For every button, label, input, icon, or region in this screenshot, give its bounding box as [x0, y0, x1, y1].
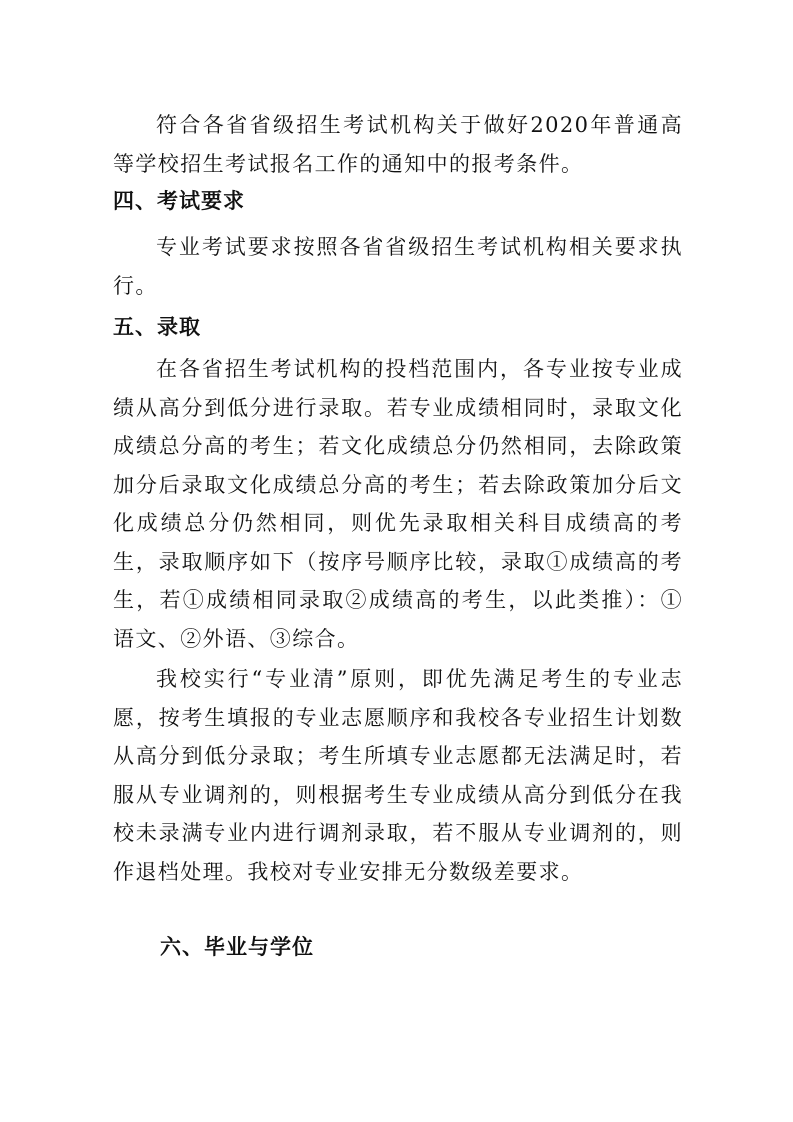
paragraph-exam-requirements: 专业考试要求按照各省省级招生考试机构相关要求执行。 — [113, 235, 683, 298]
paragraph-eligibility: 符合各省省级招生考试机构关于做好2020年普通高等学校招生考试报名工作的通知中的报考条件。 — [113, 113, 683, 176]
paragraph-admission-rules: 在各省招生考试机构的投档范围内，各专业按专业成绩从高分到低分进行录取。若专业成绩相同时，录取文化成绩总分高的考生；若文化成绩总分仍然相同，去除政策加分后录取文化成绩总分高的考生；若去除政策加分后文化成绩总分仍然相同，则优先录取相关科目成绩高的考生，录取顺序如下（按序号顺序比较，录取①成绩高的考生，若①成绩相同录取②成绩高的考生，以此类推）：①语文、②外语、③综合。 — [113, 357, 683, 651]
heading-exam-requirements: 四、考试要求 — [113, 189, 245, 213]
heading-graduation-degree: 六、毕业与学位 — [160, 935, 314, 959]
heading-admission: 五、录取 — [113, 315, 201, 339]
paragraph-major-preference: 我校实行“专业清”原则，即优先满足考生的专业志愿，按考生填报的专业志愿顺序和我校各专业招生计划数从高分到低分录取；考生所填专业志愿都无法满足时，若服从专业调剂的，则根据考生专业成绩从高分到低分在我校未录满专业内进行调剂录取，若不服从专业调剂的，则作退档处理。我校对专业安排无分数级差要求。 — [113, 667, 683, 884]
